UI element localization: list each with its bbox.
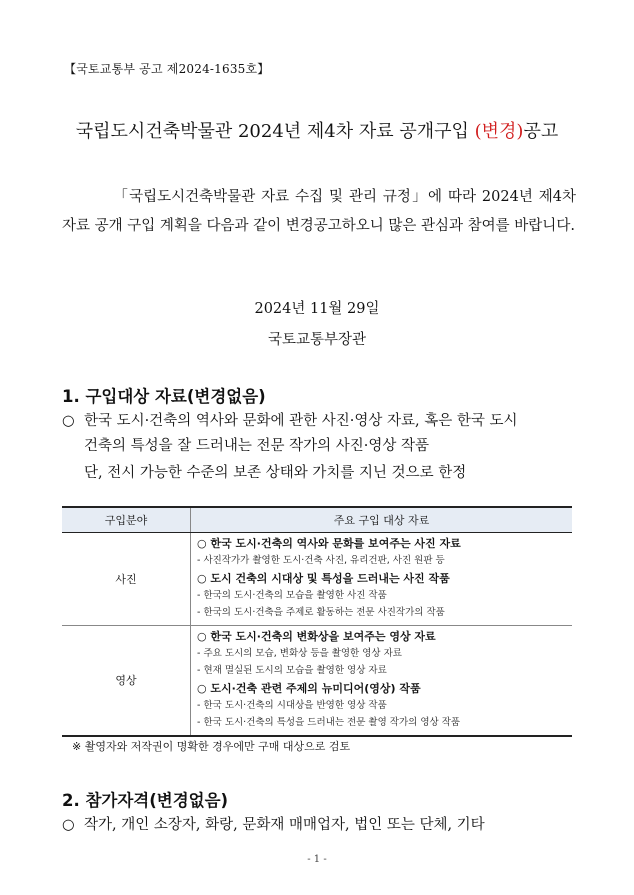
item-detail: - 한국 도시·건축의 특성을 드러내는 전문 촬영 작가의 영상 작품 <box>197 717 461 728</box>
item-detail: - 한국의 도시·건축을 주제로 활동하는 전문 사진작가의 작품 <box>197 607 445 618</box>
page-number: - 1 - <box>307 854 327 865</box>
issuer: 국토교통부장관 <box>267 332 367 348</box>
purchase-items-table <box>62 506 572 737</box>
table-header-row <box>62 507 572 533</box>
items-cell <box>191 533 573 626</box>
table-footnote: ※ 촬영자와 저작권이 명확한 경우에만 구매 대상으로 검토 <box>72 740 351 753</box>
document-title <box>0 117 634 143</box>
section2-heading: 2. 참가자격(변경없음) <box>62 791 229 810</box>
section1-line3: 단, 전시 가능한 수준의 보존 상태와 가치를 지닌 것으로 한정 <box>84 465 467 481</box>
notice-date: 2024년 11월 29일 <box>254 301 380 317</box>
item-detail: - 한국의 도시·건축의 모습을 촬영한 사진 작품 <box>197 589 387 601</box>
bullet-mark: ○ <box>62 413 75 429</box>
intro-text: 「국립도시건축박물관 자료 수집 및 관리 규정」에 따라 2024년 제4차 자료 공개 구입 계획을 다음과 같이 변경공고하오니 많은 관심과 참여를 바랍니다. <box>62 189 576 234</box>
item-detail: - 현재 멸실된 도시의 모습을 촬영한 영상 자료 <box>197 665 387 676</box>
header-category: 구입분야 <box>62 507 191 533</box>
header-items: 주요 구입 대상 자료 <box>191 507 573 533</box>
title-changed-mark: (변경) <box>474 121 524 142</box>
item-detail: - 한국 도시·건축의 시대상을 반영한 영상 작품 <box>197 699 387 711</box>
table-row <box>62 533 572 626</box>
section2-bullet <box>62 813 485 834</box>
section1-bullet <box>62 409 518 430</box>
table-row <box>62 625 572 736</box>
section1-heading: 1. 구입대상 자료(변경없음) <box>62 387 266 406</box>
section1-line2: 건축의 특성을 잘 드러내는 전문 작가의 사진·영상 작품 <box>84 438 430 454</box>
item-detail: - 주요 도시의 모습, 변화상 등을 촬영한 영상 자료 <box>197 647 402 659</box>
item-heading: ○ 도시 건축의 시대상 및 특성을 드러내는 사진 작품 <box>197 571 450 585</box>
category-photo: 사진 <box>62 533 191 626</box>
notice-number: 【국토교통부 공고 제2024-1635호】 <box>64 62 270 76</box>
item-heading: ○ 한국 도시·건축의 변화상을 보여주는 영상 자료 <box>197 629 436 643</box>
items-cell <box>191 625 573 736</box>
item-detail: - 사진작가가 촬영한 도시·건축 사진, 유리건판, 사진 원판 등 <box>197 555 445 566</box>
bullet-mark: ○ <box>62 817 75 833</box>
section1-line1: 한국 도시·건축의 역사와 문화에 관한 사진·영상 자료, 혹은 한국 도시 <box>84 413 518 429</box>
title-suffix: 공고 <box>523 121 559 142</box>
section2-text: 작가, 개인 소장자, 화랑, 문화재 매매업자, 법인 또는 단체, 기타 <box>84 817 485 833</box>
title-main: 국립도시건축박물관 2024년 제4차 자료 공개구입 <box>75 121 475 142</box>
item-heading: ○ 도시·건축 관련 주제의 뉴미디어(영상) 작품 <box>197 681 421 695</box>
item-heading: ○ 한국 도시·건축의 역사와 문화를 보여주는 사진 자료 <box>197 537 461 550</box>
intro-paragraph <box>62 183 576 241</box>
category-video: 영상 <box>62 625 191 736</box>
